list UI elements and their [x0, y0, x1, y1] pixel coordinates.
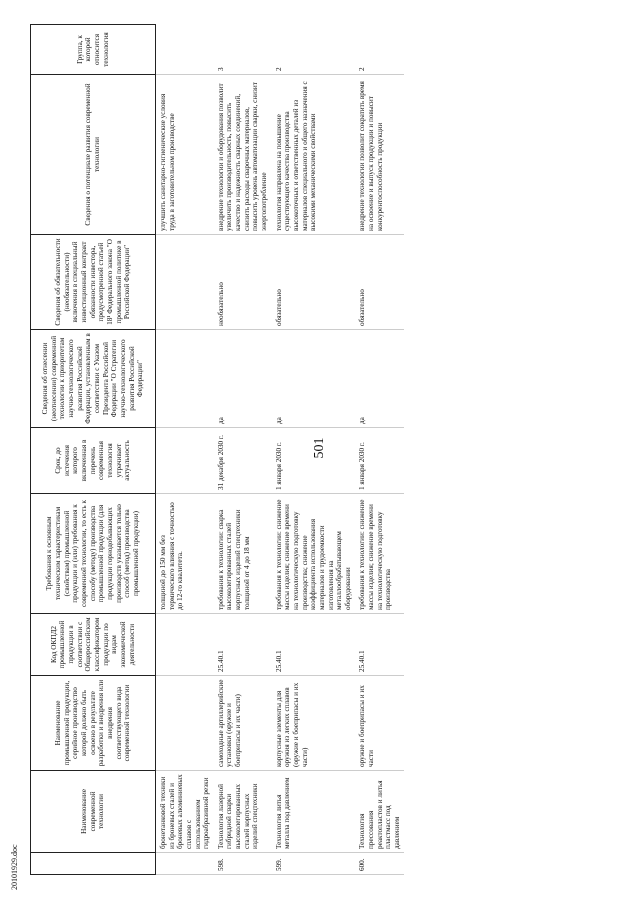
cell-requirements: толщиной до 150 мм без термического влияния с точностью до 12-го квалитета. — [156, 494, 213, 614]
header-priority: Сведения об отнесении (неотнесении) современной технологии к приоритетам научно-технологического развития Российской Федерации, установленным в соответствии с Указом Президента Российской Федерации "О Стратегии научно-технологического развития Российской Федерации" — [31, 330, 156, 428]
cell-priority: да — [271, 330, 355, 428]
table-row-continuation — [156, 25, 213, 875]
table-row — [271, 25, 355, 875]
cell-mandatory: обязательно — [354, 235, 403, 330]
header-potential: Сведения о потенциале развития современной технологии — [31, 75, 156, 235]
cell-mandatory — [156, 235, 213, 330]
cell-priority: да — [213, 330, 271, 428]
cell-mandatory: необязательно — [213, 235, 271, 330]
cell-group: 2 — [271, 25, 355, 75]
cell-deadline: 1 января 2030 г. — [354, 428, 403, 494]
cell-requirements: требования к технологии: сварка высоколегированных сталей корпусных изделий спецтехники толщиной от 4 до 18 мм — [213, 494, 271, 614]
page-number: 501 — [312, 437, 327, 459]
rotated-table-container — [30, 25, 620, 875]
cell-deadline: 1 января 2030 г. — [271, 428, 355, 494]
table-header-row — [31, 25, 156, 875]
cell-requirements: требования к технологии: снижение массы изделия; снижение времени на технологическую подготовку производства — [354, 494, 403, 614]
header-group: Группа, к которой относится технология — [31, 25, 156, 75]
table-row — [354, 25, 403, 875]
technology-table — [30, 24, 404, 875]
cell-code: 25.40.1 — [213, 614, 271, 676]
cell-requirements: требования к технологии: снижение массы изделия; снижение времени на технологическую подготовку производства; снижение коэффициента использования материалов и трудоемкости изготовления на металлообрабатывающем оборудовании — [271, 494, 355, 614]
table-row — [213, 25, 271, 875]
cell-deadline: 31 декабря 2030 г. — [213, 428, 271, 494]
header-mandatory: Сведения об обязательности (необязательности) включения в специальный инвестиционный контракт обязанности инвестора, предусмотренной статьей 18¹ Федерального закона "О промышленной политике в Российской Федерации" — [31, 235, 156, 330]
cell-name: бронетанковой техники из броневых сталей и броневых алюминиевых сплавов с использованием гидроабразивной резки — [156, 771, 213, 853]
cell-potential: внедрение технологии и оборудования позволит увеличить производительность, повысить качество и надежность сварных соединений, снизить расходы сварочных материалов, повысить уровень автоматизации сварки, снизит энергопотребление — [213, 75, 271, 235]
header-deadline: Срок, до истечения которого включенная в перечень современная технология утрачивает актуальность — [31, 428, 156, 494]
cell-group: 3 — [213, 25, 271, 75]
cell-priority: да — [354, 330, 403, 428]
cell-product: корпусные элементы для оружия из легких сплавов (оружие и боеприпасы и их части) — [271, 676, 355, 771]
cell-product: оружие и боеприпасы и их части — [354, 676, 403, 771]
header-technology-name: Наименование современной технологии — [31, 771, 156, 853]
header-product-name: Наименование промышленной продукции, серийное производство которой должно быть освоено в результате разработки и внедрения или внедрения соответствующего вида современной технологии — [31, 676, 156, 771]
cell-priority — [156, 330, 213, 428]
cell-code: 25.40.1 — [354, 614, 403, 676]
cell-name: Технология лазерной гибридной сварки высоколегированных сталей корпусных изделий спецтехники — [213, 771, 271, 853]
cell-deadline — [156, 428, 213, 494]
cell-potential: внедрение технологии позволит сократить время на освоение и выпуск продукции и повысит конкурентоспособность продукции — [354, 75, 403, 235]
cell-group — [156, 25, 213, 75]
header-num — [31, 853, 156, 875]
cell-code: 25.40.1 — [271, 614, 355, 676]
cell-product: самоходные артиллерийские установки (оружие и боеприпасы и их части) — [213, 676, 271, 771]
cell-code — [156, 614, 213, 676]
cell-potential: улучшить санитарно-гигиенические условия труда в заготовительном производстве — [156, 75, 213, 235]
header-requirements: Требования к основным техническим характеристикам (свойствам) промышленной продукции и (или) требования к современной технологии, то есть к способу (методу) производства промышленной продукции (для продукции горнодобывающих производств указывается только способ (метод) производства промышленной продукции) — [31, 494, 156, 614]
cell-mandatory: обязательно — [271, 235, 355, 330]
cell-name: Технология прессования реактопластов и литья пластмасс под давлением — [354, 771, 403, 853]
cell-num: 599. — [271, 853, 355, 875]
document-footer: 20101929.doc — [10, 844, 19, 890]
cell-potential: технология направлена на повышение существующего качества производства высокоточных и ответственных деталей из материалов специального и общего назначения с высокими механическими свойствами — [271, 75, 355, 235]
cell-num: 598. — [213, 853, 271, 875]
cell-num — [156, 853, 213, 875]
cell-num: 600. — [354, 853, 403, 875]
cell-group: 2 — [354, 25, 403, 75]
header-okpd2-code: Код ОКПД2 промышленной продукции в соответствии с Общероссийским классификатором продукции по видам экономической деятельности — [31, 614, 156, 676]
cell-product — [156, 676, 213, 771]
cell-name: Технология литья металла под давлением — [271, 771, 355, 853]
